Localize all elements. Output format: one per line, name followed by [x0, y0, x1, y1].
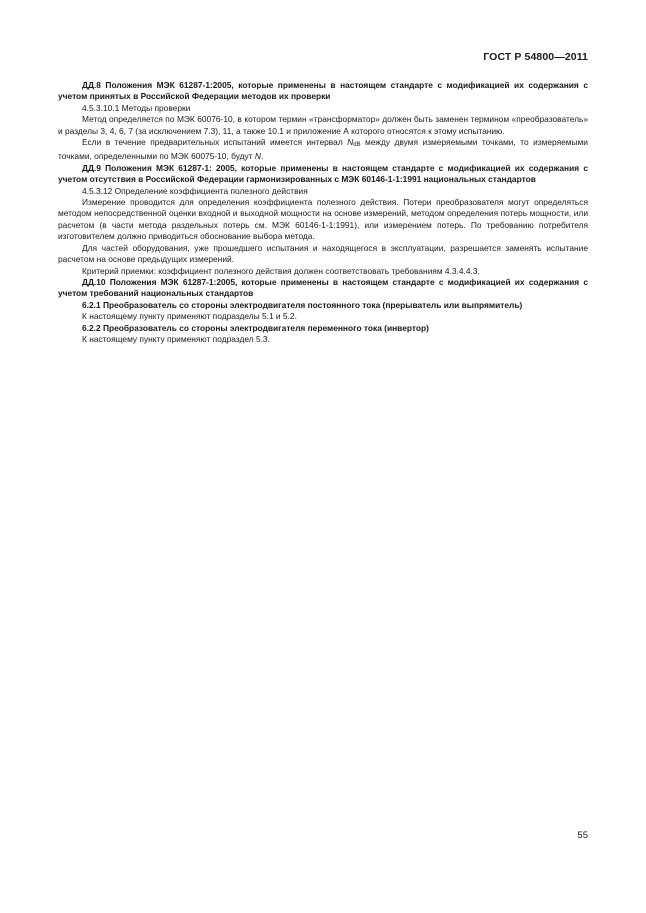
interval-ndb-before: Если в течение предварительных испытаний имеется интервал [82, 137, 348, 148]
clause-6-2-2-text: К настоящему пункту применяют подраздел 5.3. [82, 333, 270, 344]
method-definition: Метод определяется по МЭК 60076-10, в котором термин «трансформатор» должен быть заменен термином «преобразователь» и разделы 3, 4, 6, 7 (за исключением 7.3), 11, а также 10.1 и приложение А которого относятся к этому испытанию. [58, 114, 588, 136]
efficiency-measurement: Измерение проводится для определения коэффициента полезного действия. Потери преобразователя могут определяться методом непосредственной оценки входной и выходной мощности на основе измерений, методом определения потерь мощности, или расчетом (в части метода раздельных потерь см. МЭК 60146-1-1:1991), или измерением потерь. По требованию потребителя изготовителем должно приводиться обоснование выбора метода. [58, 197, 588, 242]
document-standard-number: ГОСТ Р 54800—2011 [483, 51, 588, 63]
n-symbol: N [347, 137, 354, 148]
clause-4-5-3-12: 4.5.3.12 Определение коэффициента полезного действия [82, 185, 308, 196]
equipment-in-use: Для частей оборудования, уже прошедшего испытания и находящегося в эксплуатации, разрешается заменять испытание расчетом на основе предыдущих измерений. [58, 242, 588, 265]
acceptance-criterion: Критерий приемки: коэффициент полезного действия должен соответствовать требованиям 4.3.4.4.3. [82, 265, 480, 276]
interval-ndb-after: между двумя измеряемыми точками, то измеряемыми точками, определенными по МЭК 60075-10, будут [58, 137, 588, 162]
clause-6-2-1-text: К настоящему пункту применяют подразделы 5.1 и 5.2. [82, 311, 297, 322]
n-symbol-2: N [254, 151, 261, 162]
clause-6-2-1-heading: 6.2.1 Преобразователь со стороны электродвигателя постоянного тока (прерыватель или выпрямитель) [82, 299, 523, 310]
interval-ndb-end: . [260, 151, 264, 162]
dd8-heading: ДД.8 Положения МЭК 61287-1:2005, которые применены в настоящем стандарте с модификацией их содержания с учетом принятых в Российской Федерации методов их проверки [58, 80, 588, 102]
interval-ndb [58, 137, 588, 163]
db-subscript: dB [353, 142, 361, 149]
dd10-heading: ДД.10 Положения МЭК 61287-1:2005, которые применены в настоящем стандарте с модификацией их содержания с учетом требований национальных стандартов [58, 276, 588, 299]
dd9-heading: ДД.9 Положения МЭК 61287-1: 2005, которые применены в настоящем стандарте с модификацией их содержания с учетом отсутствия в Российской Федерации гармонизированных с МЭК 60146-1-1:1991 национальных стандартов [58, 162, 588, 185]
clause-6-2-2-heading: 6.2.2 Преобразователь со стороны электродвигателя переменного тока (инвертор) [82, 322, 429, 333]
page-number: 55 [577, 830, 588, 841]
document-body [58, 80, 588, 345]
clause-4-5-3-10-1: 4.5.3.10.1 Методы проверки [82, 102, 191, 113]
